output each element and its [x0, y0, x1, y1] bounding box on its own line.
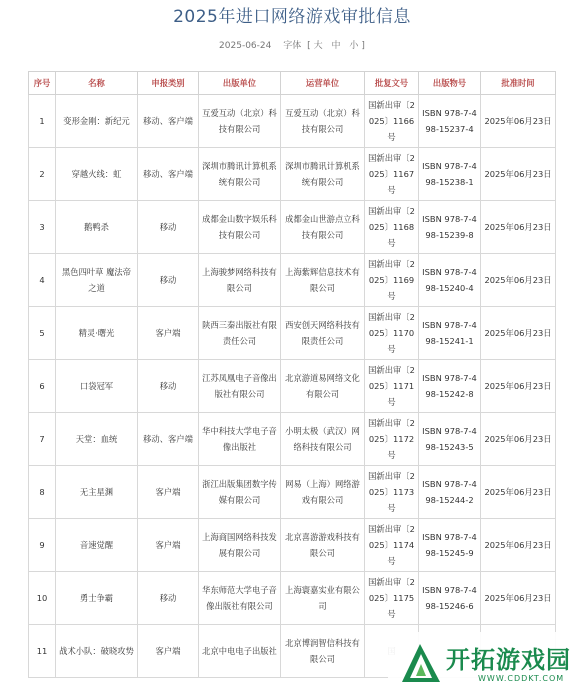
cell-category: 客户端	[138, 519, 199, 572]
cell-approval-no: 国新出审〔2025〕1168号	[365, 201, 419, 254]
cell-index: 5	[29, 307, 56, 360]
cell-approval-no: 国新出审〔2025〕1175号	[365, 572, 419, 625]
leaf-logo-icon	[396, 638, 446, 688]
cell-operator: 互爱互动（北京）科技有限公司	[281, 95, 365, 148]
cell-index: 2	[29, 148, 56, 201]
table-row	[29, 519, 556, 572]
cell-index: 3	[29, 201, 56, 254]
watermark-site-name: 开拓游戏园	[446, 646, 571, 674]
cell-category: 客户端	[138, 625, 199, 678]
cell-operator: 成都金山世游点立科技有限公司	[281, 201, 365, 254]
cell-name: 战术小队：破晓攻势	[56, 625, 138, 678]
cell-name: 天堂：血统	[56, 413, 138, 466]
table-row	[29, 572, 556, 625]
cell-isbn: ISBN 978-7-498-15243-5	[419, 413, 481, 466]
cell-index: 9	[29, 519, 56, 572]
cell-name: 口袋冠军	[56, 360, 138, 413]
cell-publisher: 陕西三秦出版社有限责任公司	[199, 307, 281, 360]
cell-approval-date: 2025年06月23日	[481, 360, 556, 413]
watermark-site-url: WWW.CDDKT.COM	[478, 674, 565, 683]
cell-operator: 北京博润智信科技有限公司	[281, 625, 365, 678]
cell-category: 移动	[138, 572, 199, 625]
cell-operator: 网易（上海）网络游戏有限公司	[281, 466, 365, 519]
publish-date: 2025-06-24	[219, 41, 272, 51]
table-row	[29, 95, 556, 148]
cell-name: 黑色四叶草 魔法帝之道	[56, 254, 138, 307]
cell-publisher: 浙江出版集团数字传媒有限公司	[199, 466, 281, 519]
cell-index: 4	[29, 254, 56, 307]
cell-publisher: 上海商国网络科技发展有限公司	[199, 519, 281, 572]
cell-name: 变形金刚：新纪元	[56, 95, 138, 148]
cell-isbn: ISBN 978-7-498-15246-6	[419, 572, 481, 625]
cell-isbn: ISBN 978-7-498-15242-8	[419, 360, 481, 413]
cell-approval-no: 国新出审〔2025〕1172号	[365, 413, 419, 466]
cell-category: 移动、客户端	[138, 413, 199, 466]
cell-approval-no: 国新出审〔2025〕1171号	[365, 360, 419, 413]
table-row	[29, 148, 556, 201]
cell-category: 移动、客户端	[138, 95, 199, 148]
cell-name: 无主星渊	[56, 466, 138, 519]
cell-operator: 小明太极（武汉）网络科技有限公司	[281, 413, 365, 466]
approval-table	[28, 71, 556, 678]
cell-approval-date: 2025年06月23日	[481, 413, 556, 466]
header-operator: 运营单位	[281, 72, 365, 95]
article-meta	[0, 38, 584, 51]
cell-name: 勇士争霸	[56, 572, 138, 625]
cell-category: 客户端	[138, 466, 199, 519]
cell-approval-date: 2025年06月23日	[481, 307, 556, 360]
cell-publisher: 成都金山数字娱乐科技有限公司	[199, 201, 281, 254]
cell-name: 穿越火线：虹	[56, 148, 138, 201]
page-title: 2025年进口网络游戏审批信息	[173, 7, 411, 27]
cell-publisher: 华东师范大学电子音像出版社有限公司	[199, 572, 281, 625]
cell-approval-no: 国新出审〔2025〕1166号	[365, 95, 419, 148]
cell-approval-date: 2025年06月23日	[481, 201, 556, 254]
cell-approval-date: 2025年06月23日	[481, 148, 556, 201]
table-header-row	[29, 72, 556, 95]
cell-publisher: 深圳市腾讯计算机系统有限公司	[199, 148, 281, 201]
cell-approval-no: 国新出审〔2025〕1170号	[365, 307, 419, 360]
header-category: 申报类别	[138, 72, 199, 95]
cell-category: 移动	[138, 360, 199, 413]
cell-isbn: ISBN 978-7-498-15245-9	[419, 519, 481, 572]
cell-operator: 上海寰嘉实业有限公司	[281, 572, 365, 625]
cell-index: 6	[29, 360, 56, 413]
cell-category: 移动	[138, 201, 199, 254]
cell-category: 移动	[138, 254, 199, 307]
table-row	[29, 360, 556, 413]
header-publisher: 出版单位	[199, 72, 281, 95]
table-row	[29, 201, 556, 254]
cell-isbn: ISBN 978-7-498-15239-8	[419, 201, 481, 254]
header-index: 序号	[29, 72, 56, 95]
cell-category: 移动、客户端	[138, 148, 199, 201]
cell-name: 音速觉醒	[56, 519, 138, 572]
cell-name: 精灵·曙光	[56, 307, 138, 360]
cell-isbn: ISBN 978-7-498-15244-2	[419, 466, 481, 519]
cell-operator: 上海紫辉信息技术有限公司	[281, 254, 365, 307]
font-size-medium-button[interactable]: 中	[331, 41, 341, 51]
cell-index: 7	[29, 413, 56, 466]
table-row	[29, 413, 556, 466]
cell-approval-date: 2025年06月23日	[481, 519, 556, 572]
cell-publisher: 互爱互动（北京）科技有限公司	[199, 95, 281, 148]
table-row	[29, 254, 556, 307]
cell-operator: 西安创天网络科技有限责任公司	[281, 307, 365, 360]
header-name: 名称	[56, 72, 138, 95]
cell-index: 11	[29, 625, 56, 678]
cell-publisher: 华中科技大学电子音像出版社	[199, 413, 281, 466]
cell-isbn: ISBN 978-7-498-15241-1	[419, 307, 481, 360]
font-size-large-button[interactable]: 大	[313, 41, 323, 51]
header-approval-date: 批准时间	[481, 72, 556, 95]
cell-index: 1	[29, 95, 56, 148]
cell-isbn: ISBN 978-7-498-15238-1	[419, 148, 481, 201]
font-size-control: 字体 [ 大 中 小 ]	[283, 41, 365, 51]
cell-publisher: 上海骏梦网络科技有限公司	[199, 254, 281, 307]
cell-approval-no: 国新出审〔2025〕1167号	[365, 148, 419, 201]
table-row	[29, 466, 556, 519]
cell-isbn: ISBN 978-7-498-15240-4	[419, 254, 481, 307]
header-approval-no: 批复文号	[365, 72, 419, 95]
cell-publisher: 江苏凤凰电子音像出版社有限公司	[199, 360, 281, 413]
cell-operator: 北京游道易网络文化有限公司	[281, 360, 365, 413]
header-isbn: 出版物号	[419, 72, 481, 95]
cell-approval-no: 国新出审〔2025〕1173号	[365, 466, 419, 519]
cell-operator: 深圳市腾讯计算机系统有限公司	[281, 148, 365, 201]
cell-name: 鹅鸭杀	[56, 201, 138, 254]
cell-approval-no: 国新出审〔2025〕1174号	[365, 519, 419, 572]
site-watermark	[388, 632, 584, 691]
font-size-small-button[interactable]: 小	[349, 41, 359, 51]
cell-approval-date: 2025年06月23日	[481, 466, 556, 519]
cell-index: 10	[29, 572, 56, 625]
font-size-label: 字体	[283, 41, 302, 51]
cell-approval-date: 2025年06月23日	[481, 95, 556, 148]
cell-approval-date: 2025年06月23日	[481, 572, 556, 625]
cell-approval-date: 2025年06月23日	[481, 254, 556, 307]
cell-publisher: 北京中电电子出版社	[199, 625, 281, 678]
cell-operator: 北京喜游游戏科技有限公司	[281, 519, 365, 572]
table-row	[29, 307, 556, 360]
cell-approval-no: 国新出审〔2025〕1169号	[365, 254, 419, 307]
cell-isbn: ISBN 978-7-498-15237-4	[419, 95, 481, 148]
cell-category: 客户端	[138, 307, 199, 360]
cell-index: 8	[29, 466, 56, 519]
